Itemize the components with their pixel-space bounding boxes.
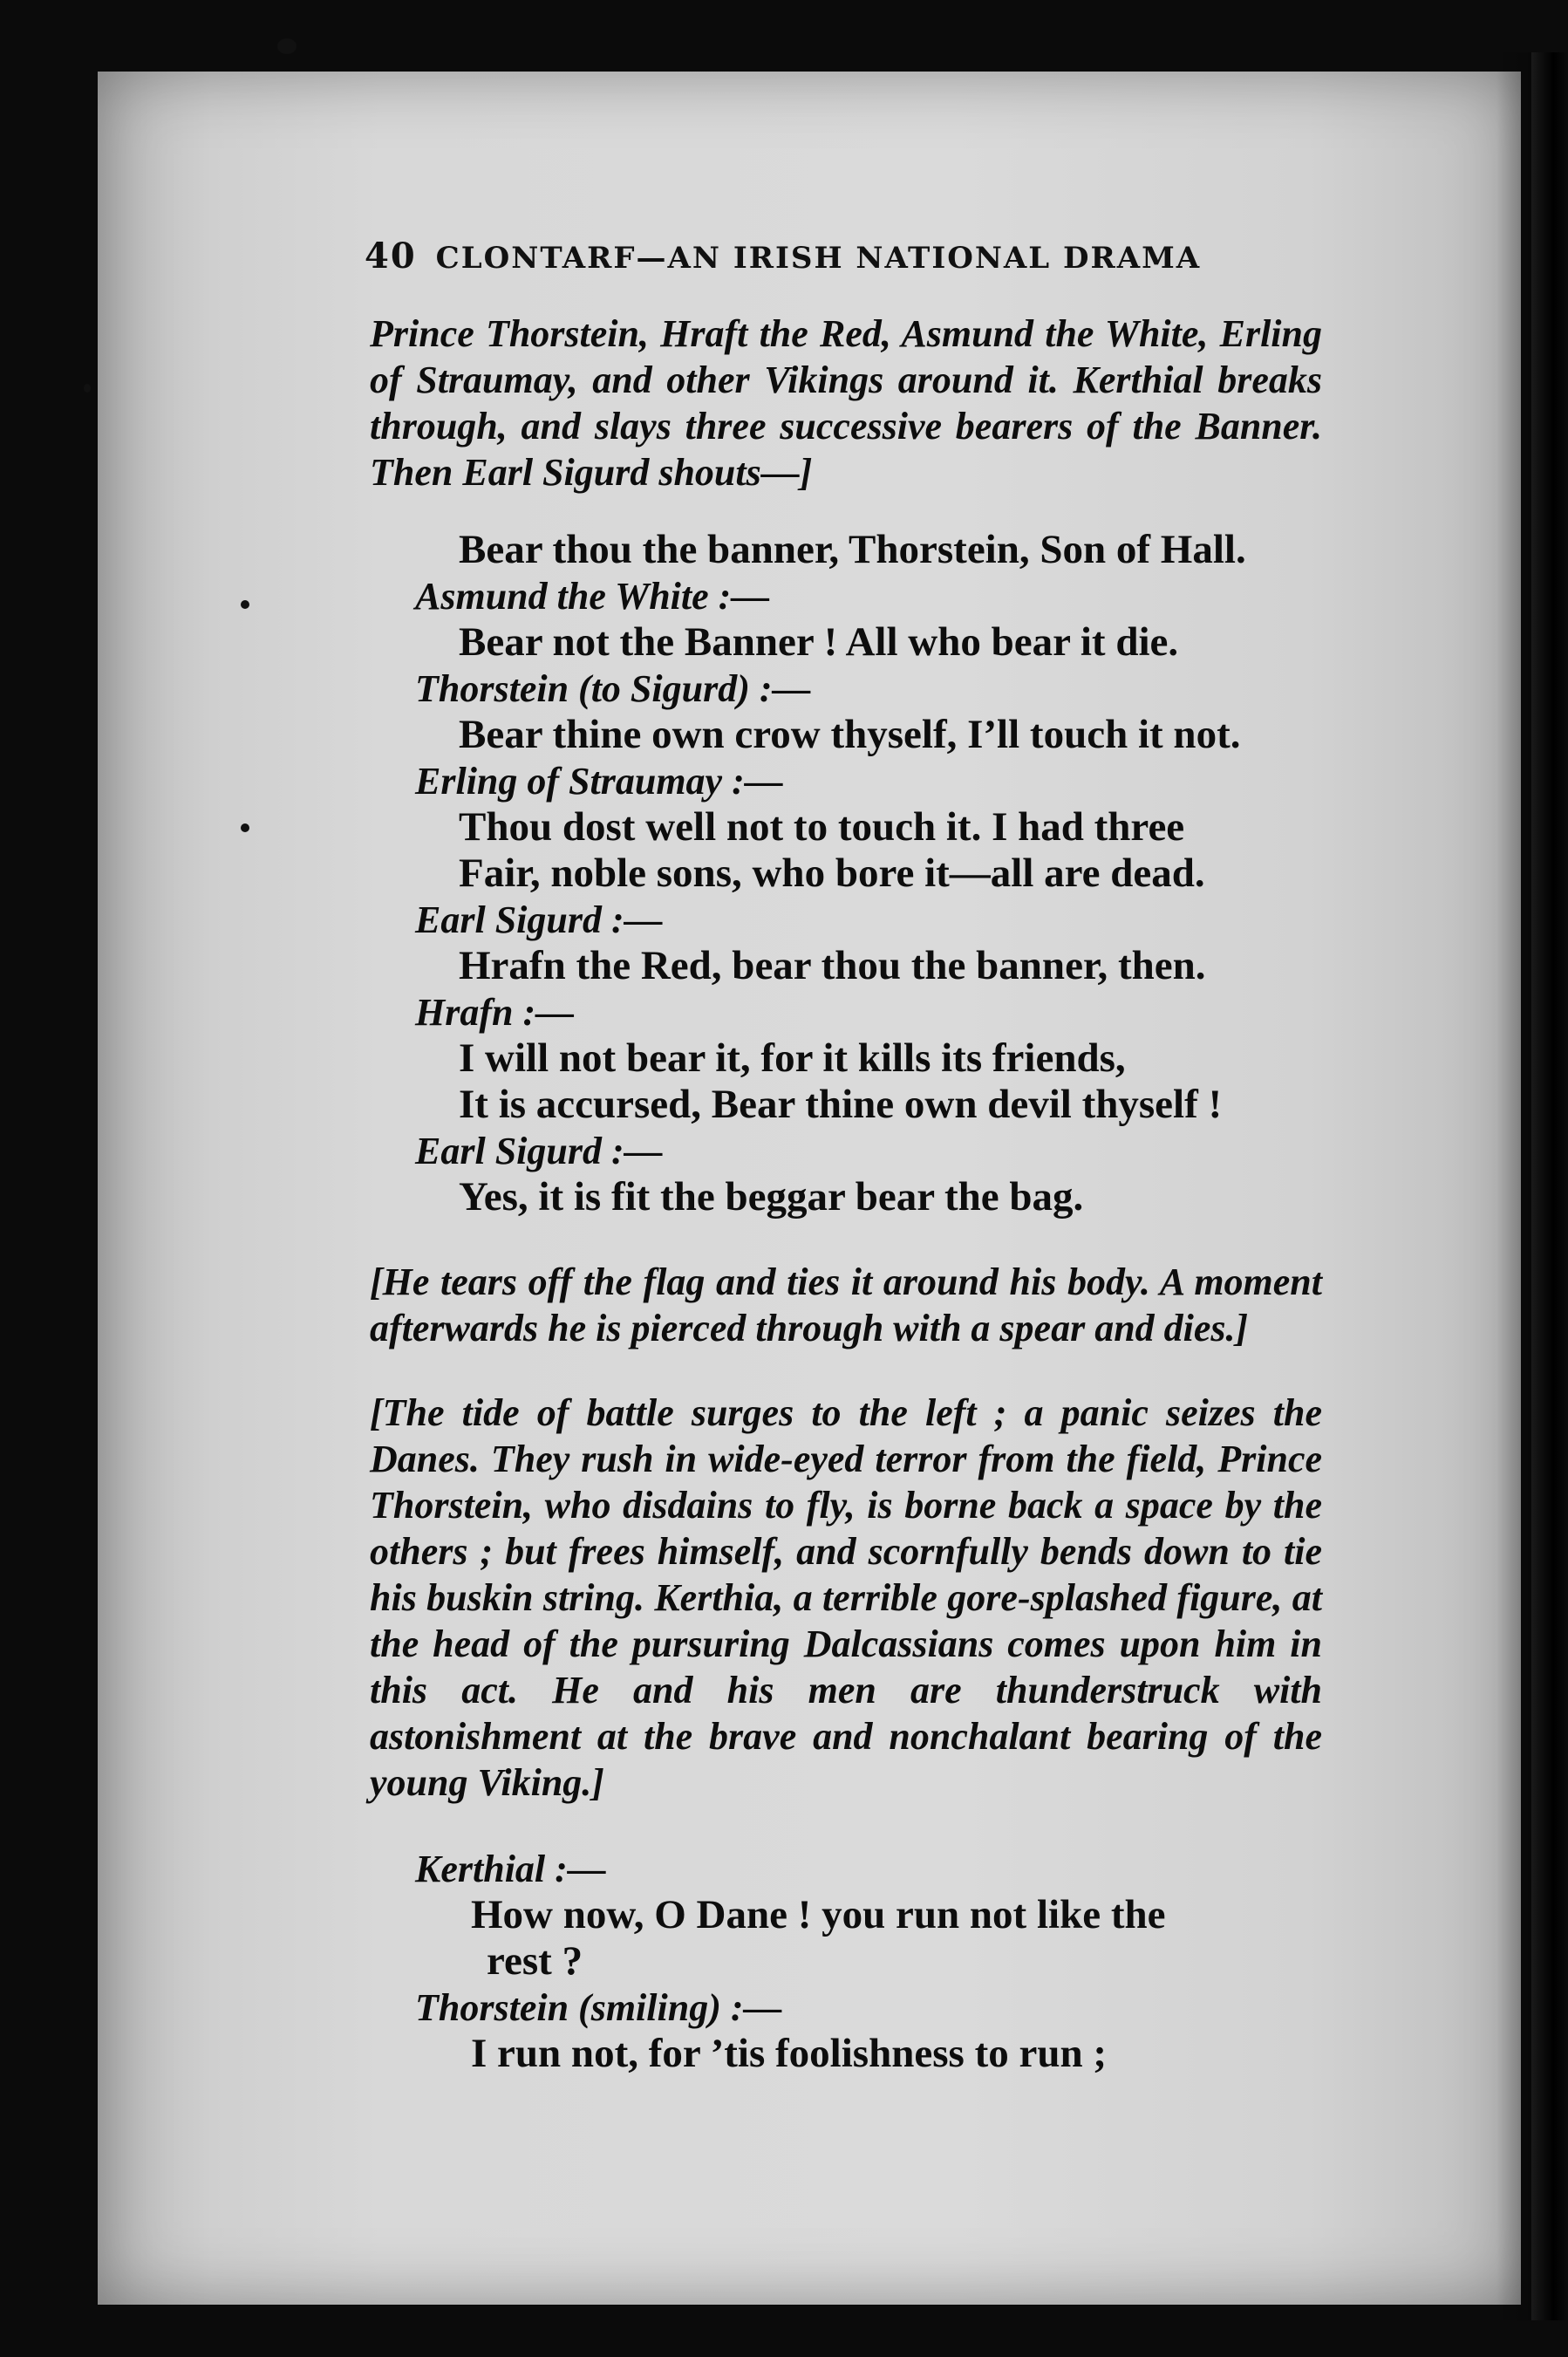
stage-direction: [He tears off the flag and ties it around his body. A moment afterwards he is pierced through with a spear and dies.] <box>370 1260 1322 1349</box>
verse-line: Fair, noble sons, who bore it—all are dead. <box>459 851 1205 896</box>
verse-line: It is accursed, Bear thine own devil thyself ! <box>459 1082 1223 1127</box>
stage-direction: [The tide of battle surges to the left ; a panic seizes the Danes. They rush in wide-eyed terror from the field, Prince Thorstein, who disdains to fly, is borne back a space by the others ; but frees himself, and scornfully bends down to tie his buskin string. Kerthia, a terrible gore-splashed figure, at the head of the pursuring Dalcassians comes upon him in this act. He and his men are thunderstruck with astonishment at the brave and nonchalant bearing of the young Viking.] <box>370 1391 1322 1804</box>
speaker-label: Thorstein (smiling) :— <box>415 1986 782 2029</box>
verse-line: Bear thou the banner, Thorstein, Son of Hall. <box>459 527 1246 572</box>
verse-line: How now, O Dane ! you run not like the <box>471 1892 1166 1937</box>
speaker-label: Thorstein (to Sigurd) :— <box>415 667 811 710</box>
speaker-label: Kerthial :— <box>415 1848 606 1890</box>
page-edge-shadow <box>1496 52 1531 2320</box>
verse-line: Hrafn the Red, bear thou the banner, then. <box>459 943 1206 988</box>
stage-direction: Prince Thorstein, Hraft the Red, Asmund the White, Erling of Straumay, and other Vikings around it. Kerthial breaks through, and slays three successive bearers of the Banner. Then Earl Sigurd shouts—] <box>370 312 1322 494</box>
running-title: CLONTARF—AN IRISH NATIONAL DRAMA <box>435 241 1202 276</box>
dust-speck <box>241 600 249 609</box>
dust-speck <box>277 38 297 54</box>
verse-line: Bear thine own crow thyself, I’ll touch it not. <box>459 712 1241 757</box>
dust-speck <box>84 384 91 393</box>
running-header <box>365 236 1237 277</box>
book-spine <box>1531 52 1568 2320</box>
speaker-label: Earl Sigurd :— <box>415 898 663 941</box>
speaker-label: Earl Sigurd :— <box>415 1130 663 1172</box>
verse-line: I run not, for ’tis foolishness to run ; <box>471 2031 1108 2076</box>
verse-line: Bear not the Banner ! All who bear it die. <box>459 619 1179 665</box>
verse-line: I will not bear it, for it kills its friends, <box>459 1035 1126 1081</box>
verse-line: rest ? <box>487 1938 583 1984</box>
verse-line: Yes, it is fit the beggar bear the bag. <box>459 1174 1084 1219</box>
speaker-label: Asmund the White :— <box>415 575 770 618</box>
verse-line: Thou dost well not to touch it. I had three <box>459 804 1185 850</box>
page-text <box>370 311 1322 2077</box>
page-number: 40 <box>365 236 417 277</box>
speaker-label: Hrafn :— <box>415 991 575 1034</box>
speaker-label: Erling of Straumay :— <box>415 760 783 803</box>
dust-speck <box>241 823 249 832</box>
